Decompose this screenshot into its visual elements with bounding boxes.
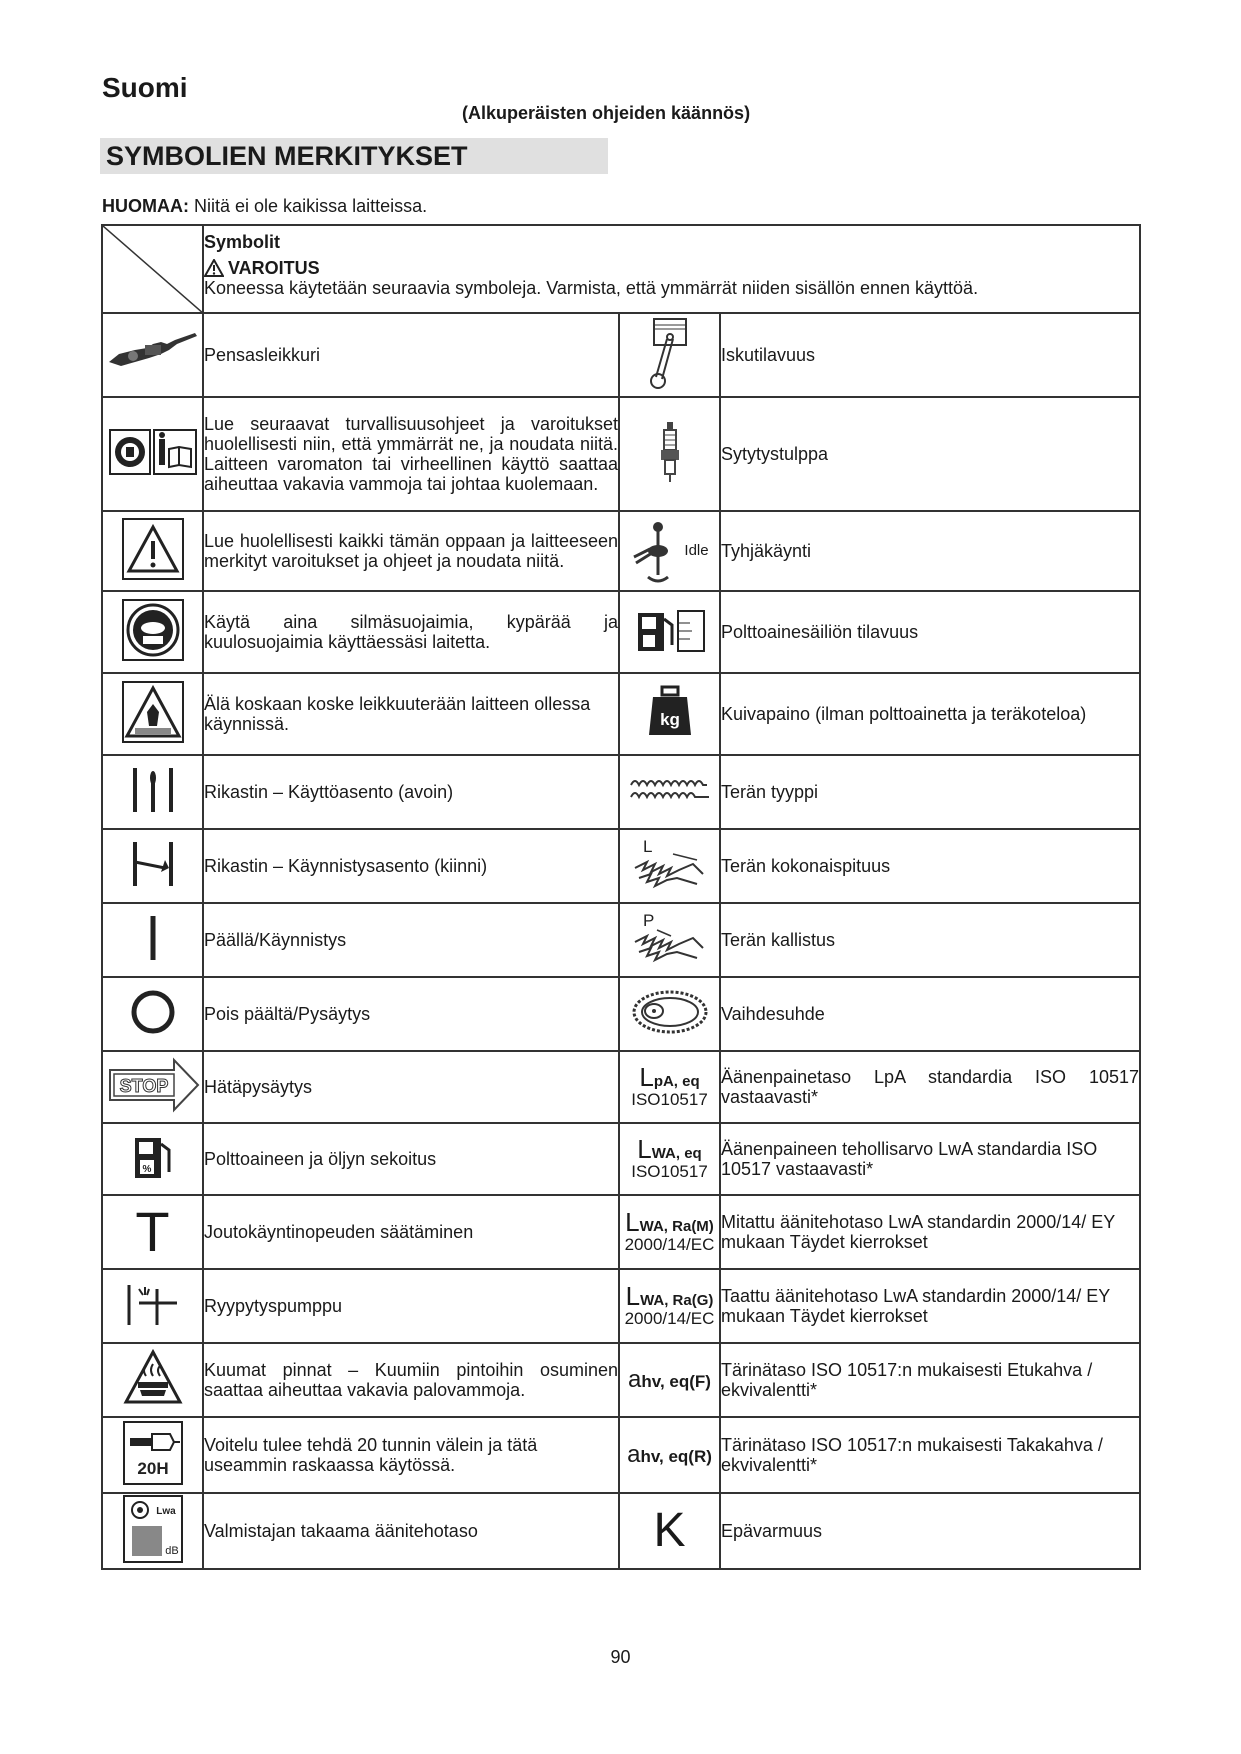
L-symbol: L — [637, 1134, 652, 1164]
fuel-tank-icon — [619, 591, 720, 673]
gear-ratio-icon — [619, 977, 720, 1051]
table-row — [102, 673, 1140, 755]
table-row — [102, 903, 1140, 977]
symbol-description: Polttoaineen ja öljyn sekoitus — [203, 1123, 619, 1195]
symbol-description: Joutokäyntinopeuden säätäminen — [203, 1195, 619, 1269]
L-symbol: L — [639, 1062, 654, 1092]
table-row — [102, 977, 1140, 1051]
standard-label: ISO10517 — [631, 1162, 708, 1181]
primer-pump-icon — [102, 1269, 203, 1343]
fuel-oil-mix-icon — [102, 1123, 203, 1195]
protective-gear-icon — [102, 591, 203, 673]
symbol-description: Mitattu äänitehotaso LwA standardin 2000/14/ EY mukaan Täydet kierrokset — [720, 1195, 1140, 1269]
L-symbol: L — [625, 1281, 641, 1311]
sound-pressure-symbol — [619, 1051, 720, 1123]
table-header-cell — [203, 225, 1140, 313]
stop-icon — [102, 1051, 203, 1123]
diagonal-cell — [102, 225, 203, 313]
vibration-rear-symbol — [619, 1417, 720, 1493]
vibration-front-symbol — [619, 1343, 720, 1417]
table-row — [102, 1051, 1140, 1123]
warning-label: VAROITUS — [228, 258, 320, 278]
L-symbol: L — [625, 1207, 640, 1237]
standard-label: 2000/14/EC — [624, 1235, 715, 1254]
diagonal-line — [103, 226, 204, 314]
table-header-row — [102, 225, 1140, 313]
lubricate-20h-icon — [102, 1417, 203, 1493]
kg-label: kg — [659, 710, 680, 729]
table-row — [102, 1269, 1140, 1343]
note — [102, 196, 427, 217]
table-row — [102, 1195, 1140, 1269]
guaranteed-sound-power-symbol — [619, 1269, 720, 1343]
stop-label: STOP — [119, 1076, 168, 1096]
symbol-description: Voitelu tulee tehdä 20 tunnin välein ja tätä useammin raskaassa käytössä. — [203, 1417, 619, 1493]
hot-surface-icon — [102, 1343, 203, 1417]
a-symbol: a — [627, 1441, 641, 1468]
symbol-description: Päällä/Käynnistys — [203, 903, 619, 977]
idle-adjust-icon — [102, 1195, 203, 1269]
symbol-description: Terän kokonaispituus — [720, 829, 1140, 903]
symbol-description: Lue huolellisesti kaikki tämän oppaan ja laitteeseen merkityt varoitukset ja ohjeet ja noudata niitä. — [203, 511, 619, 591]
symbol-description: Vaihdesuhde — [720, 977, 1140, 1051]
subscript: WA, Ra(G) — [640, 1292, 714, 1309]
symbol-description: Äänenpainetaso LpA standardia ISO 10517 vastaavasti* — [720, 1051, 1140, 1123]
table-row — [102, 1417, 1140, 1493]
section-title: SYMBOLIEN MERKITYKSET — [100, 138, 608, 174]
symbol-description: Äänenpaineen tehollisarvo LwA standardia ISO 10517 vastaavasti* — [720, 1123, 1140, 1195]
warning-triangle-icon — [204, 259, 224, 277]
symbol-description: Epävarmuus — [720, 1493, 1140, 1569]
symbol-description: Tyhjäkäynti — [720, 511, 1140, 591]
K-symbol: K — [653, 1504, 686, 1557]
measured-sound-power-symbol — [619, 1195, 720, 1269]
subscript: WA, eq — [651, 1145, 702, 1162]
symbol-description: Pois päältä/Pysäytys — [203, 977, 619, 1051]
piston-icon — [619, 313, 720, 397]
symbol-description: Iskutilavuus — [720, 313, 1140, 397]
table-row — [102, 1343, 1140, 1417]
db-label: dB — [164, 1545, 179, 1557]
blade-length-icon — [619, 829, 720, 903]
table-row — [102, 1123, 1140, 1195]
symbol-description: Hätäpysäytys — [203, 1051, 619, 1123]
read-manual-icon — [102, 397, 203, 511]
note-text: Niitä ei ole kaikissa laitteissa. — [194, 196, 428, 216]
subscript: hv, eq(F) — [641, 1372, 711, 1391]
table-row — [102, 511, 1140, 591]
symbol-description: Käytä aina silmäsuojaimia, kypärää ja kuulosuojaimia käyttäessäsi laitetta. — [203, 591, 619, 673]
warning-heading — [204, 258, 1139, 278]
off-stop-icon — [102, 977, 203, 1051]
table-row — [102, 313, 1140, 397]
symbol-description: Valmistajan takaama äänitehotaso — [203, 1493, 619, 1569]
blade-length-label: L — [642, 837, 652, 856]
symbol-description: Tärinätaso ISO 10517:n mukaisesti Takakahva / ekvivalentti* — [720, 1417, 1140, 1493]
note-label: HUOMAA: — [102, 196, 189, 216]
symbol-description: Lue seuraavat turvallisuusohjeet ja varoitukset huolellisesti niin, että ymmärrät ne, ja noudata niitä. Laitteen varomaton tai virheellinen käyttö saattaa aiheuttaa vakavia vammoja tai johtaa kuolemaan. — [203, 397, 619, 511]
symbol-description: Taattu äänitehotaso LwA standardin 2000/14/ EY mukaan Täydet kierrokset — [720, 1269, 1140, 1343]
warning-triangle-icon — [102, 511, 203, 591]
choke-open-icon — [102, 755, 203, 829]
standard-label: ISO10517 — [631, 1090, 708, 1109]
table-row — [102, 829, 1140, 903]
symbols-table — [101, 224, 1141, 1570]
do-not-touch-blade-icon — [102, 673, 203, 755]
symbol-description: Kuivapaino (ilman polttoainetta ja teräkoteloa) — [720, 673, 1140, 755]
subscript: hv, eq(R) — [640, 1447, 712, 1466]
symbol-description: Terän kallistus — [720, 903, 1140, 977]
a-symbol: a — [628, 1366, 642, 1393]
subtitle: (Alkuperäisten ohjeiden käännös) — [462, 103, 751, 123]
table-row — [102, 755, 1140, 829]
symbol-description: Polttoainesäiliön tilavuus — [720, 591, 1140, 673]
spark-plug-icon — [619, 397, 720, 511]
symbols-heading: Symbolit — [204, 232, 281, 252]
weight-kg-icon — [619, 673, 720, 755]
table-row — [102, 397, 1140, 511]
subscript: pA, eq — [653, 1073, 700, 1090]
blade-pitch-label: P — [642, 911, 654, 930]
symbol-description: Rikastin – Käyttöasento (avoin) — [203, 755, 619, 829]
symbol-description: Pensasleikkuri — [203, 313, 619, 397]
idle-label: Idle — [684, 542, 709, 559]
warning-text: Koneessa käytetään seuraavia symboleja. Varmista, että ymmärrät niiden sisällön ennen käyttöä. — [204, 278, 979, 298]
symbol-description: Ryypytyspumppu — [203, 1269, 619, 1343]
choke-closed-icon — [102, 829, 203, 903]
symbol-description: Älä koskaan koske leikkuuterään laitteen ollessa käynnissä. — [203, 673, 619, 755]
table-row — [102, 591, 1140, 673]
language-label: Suomi — [102, 72, 188, 103]
sound-power-effective-symbol — [619, 1123, 720, 1195]
blade-pitch-icon — [619, 903, 720, 977]
idle-icon — [619, 511, 720, 591]
hedge-trimmer-icon — [102, 313, 203, 397]
blade-type-icon — [619, 755, 720, 829]
symbol-description: Terän tyyppi — [720, 755, 1140, 829]
page-number: 90 — [610, 1647, 631, 1667]
standard-label: 2000/14/EC — [624, 1309, 715, 1328]
symbol-description: Kuumat pinnat – Kuumiin pintoihin osuminen saattaa aiheuttaa vakavia palovammoja. — [203, 1343, 619, 1417]
svg-text:%: % — [142, 1164, 151, 1175]
uncertainty-symbol — [619, 1493, 720, 1569]
on-start-icon — [102, 903, 203, 977]
symbol-description: Sytytystulppa — [720, 397, 1140, 511]
subscript: WA, Ra(M) — [639, 1218, 714, 1235]
guaranteed-sound-power-icon — [102, 1493, 203, 1569]
20h-label: 20H — [136, 1459, 169, 1478]
T-symbol: T — [135, 1200, 170, 1263]
symbol-description: Rikastin – Käynnistysasento (kiinni) — [203, 829, 619, 903]
lwa-label: Lwa — [155, 1506, 176, 1517]
table-row — [102, 1493, 1140, 1569]
symbol-description: Tärinätaso ISO 10517:n mukaisesti Etukahva / ekvivalentti* — [720, 1343, 1140, 1417]
